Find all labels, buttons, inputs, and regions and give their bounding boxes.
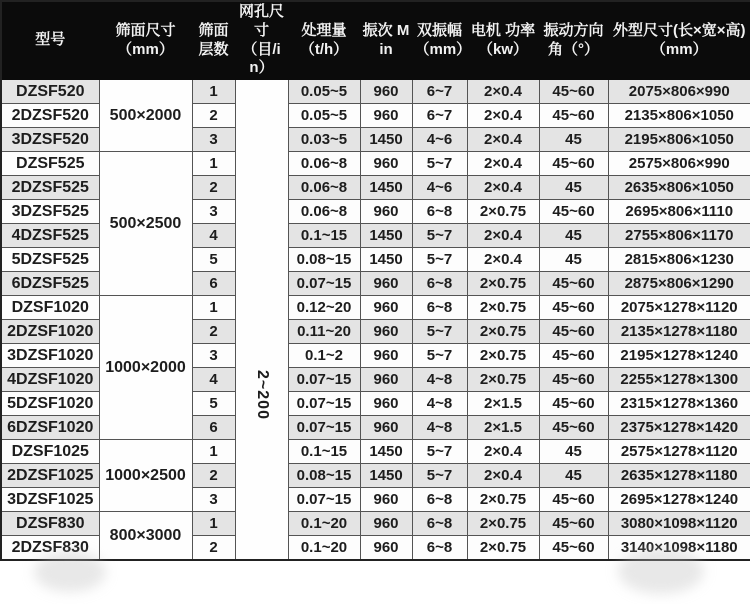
- cell-layers: 1: [192, 80, 235, 104]
- table-row: [1, 440, 750, 464]
- cell-dimensions: 2255×1278×1300: [608, 368, 750, 392]
- header-layers: 筛面层数: [192, 1, 235, 80]
- cell-power: 2×0.75: [467, 296, 539, 320]
- mesh-size-vertical-text: 2~200: [253, 369, 271, 420]
- cell-layers: 1: [192, 512, 235, 536]
- cell-capacity: 0.07~15: [288, 272, 360, 296]
- header-model: 型号: [1, 1, 99, 80]
- cell-angle: 45~60: [539, 104, 608, 128]
- cell-screen-size: 1000×2500: [99, 440, 192, 512]
- cell-angle: 45~60: [539, 200, 608, 224]
- cell-capacity: 0.1~20: [288, 536, 360, 561]
- cell-power: 2×0.75: [467, 368, 539, 392]
- cell-power: 2×1.5: [467, 392, 539, 416]
- cell-angle: 45: [539, 248, 608, 272]
- cell-capacity: 0.03~5: [288, 128, 360, 152]
- cell-amplitude: 6~7: [412, 80, 467, 104]
- cell-angle: 45~60: [539, 152, 608, 176]
- cell-layers: 3: [192, 128, 235, 152]
- cell-model: 2DZSF525: [1, 176, 99, 200]
- cell-dimensions: 2195×806×1050: [608, 128, 750, 152]
- cell-capacity: 0.06~8: [288, 176, 360, 200]
- cell-model: 3DZSF525: [1, 200, 99, 224]
- cell-frequency: 960: [360, 392, 412, 416]
- cell-angle: 45~60: [539, 344, 608, 368]
- cell-frequency: 960: [360, 80, 412, 104]
- cell-layers: 2: [192, 536, 235, 561]
- cell-power: 2×0.4: [467, 440, 539, 464]
- cell-capacity: 0.06~8: [288, 152, 360, 176]
- cell-layers: 4: [192, 368, 235, 392]
- cell-capacity: 0.05~5: [288, 80, 360, 104]
- header-amplitude: 双振幅（mm）: [412, 1, 467, 80]
- cell-model: 3DZSF1020: [1, 344, 99, 368]
- cell-dimensions: 2815×806×1230: [608, 248, 750, 272]
- cell-screen-size: 500×2500: [99, 152, 192, 296]
- cell-capacity: 0.07~15: [288, 392, 360, 416]
- cell-capacity: 0.08~15: [288, 248, 360, 272]
- cell-dimensions: 2315×1278×1360: [608, 392, 750, 416]
- cell-capacity: 0.1~15: [288, 224, 360, 248]
- cell-model: DZSF520: [1, 80, 99, 104]
- cell-layers: 3: [192, 488, 235, 512]
- cell-capacity: 0.07~15: [288, 488, 360, 512]
- cell-layers: 6: [192, 272, 235, 296]
- table-row: [1, 512, 750, 536]
- cell-amplitude: 4~8: [412, 368, 467, 392]
- cell-power: 2×0.75: [467, 536, 539, 561]
- cell-amplitude: 5~7: [412, 344, 467, 368]
- cell-power: 2×0.4: [467, 128, 539, 152]
- cell-angle: 45: [539, 440, 608, 464]
- cell-layers: 3: [192, 200, 235, 224]
- cell-amplitude: 6~8: [412, 296, 467, 320]
- header-frequency: 振次 Min: [360, 1, 412, 80]
- cell-amplitude: 4~6: [412, 128, 467, 152]
- cell-angle: 45~60: [539, 512, 608, 536]
- cell-model: 2DZSF1020: [1, 320, 99, 344]
- cell-capacity: 0.08~15: [288, 464, 360, 488]
- cell-capacity: 0.1~15: [288, 440, 360, 464]
- cell-amplitude: 5~7: [412, 440, 467, 464]
- cell-dimensions: 2755×806×1170: [608, 224, 750, 248]
- cell-amplitude: 6~8: [412, 536, 467, 561]
- header-capacity: 处理量（t/h）: [288, 1, 360, 80]
- cell-dimensions: 2135×806×1050: [608, 104, 750, 128]
- cell-dimensions: 2575×806×990: [608, 152, 750, 176]
- cell-frequency: 960: [360, 272, 412, 296]
- cell-power: 2×0.4: [467, 152, 539, 176]
- cell-power: 2×0.4: [467, 224, 539, 248]
- cell-dimensions: 2195×1278×1240: [608, 344, 750, 368]
- header-screen-size: 筛面尺寸（mm）: [99, 1, 192, 80]
- cell-angle: 45~60: [539, 296, 608, 320]
- cell-angle: 45~60: [539, 80, 608, 104]
- cell-dimensions: 2635×806×1050: [608, 176, 750, 200]
- cell-dimensions: 2375×1278×1420: [608, 416, 750, 440]
- cell-amplitude: 6~7: [412, 104, 467, 128]
- cell-amplitude: 5~7: [412, 248, 467, 272]
- cell-power: 2×0.75: [467, 272, 539, 296]
- cell-power: 2×0.75: [467, 320, 539, 344]
- cell-capacity: 0.12~20: [288, 296, 360, 320]
- cell-angle: 45~60: [539, 320, 608, 344]
- cell-power: 2×0.75: [467, 344, 539, 368]
- header-power: 电机 功率（kw）: [467, 1, 539, 80]
- cell-capacity: 0.07~15: [288, 416, 360, 440]
- cell-frequency: 960: [360, 512, 412, 536]
- cell-frequency: 960: [360, 368, 412, 392]
- header-dimensions: 外型尺寸(长×宽×高)（mm）: [608, 1, 750, 80]
- cell-frequency: 960: [360, 536, 412, 561]
- cell-layers: 1: [192, 440, 235, 464]
- cell-dimensions: 2135×1278×1180: [608, 320, 750, 344]
- header-angle: 振动方向角（°）: [539, 1, 608, 80]
- cell-power: 2×0.75: [467, 488, 539, 512]
- cell-angle: 45~60: [539, 272, 608, 296]
- cell-layers: 3: [192, 344, 235, 368]
- cell-model: 5DZSF1020: [1, 392, 99, 416]
- cell-dimensions: 2635×1278×1180: [608, 464, 750, 488]
- table-row: [1, 80, 750, 104]
- cell-frequency: 960: [360, 296, 412, 320]
- cell-power: 2×0.4: [467, 80, 539, 104]
- cell-model: 4DZSF525: [1, 224, 99, 248]
- cell-model: 2DZSF1025: [1, 464, 99, 488]
- cell-amplitude: 5~7: [412, 464, 467, 488]
- cell-model: 6DZSF1020: [1, 416, 99, 440]
- cell-frequency: 960: [360, 344, 412, 368]
- cell-frequency: 1450: [360, 440, 412, 464]
- cell-model: 5DZSF525: [1, 248, 99, 272]
- cell-power: 2×0.4: [467, 176, 539, 200]
- cell-model: 3DZSF1025: [1, 488, 99, 512]
- cell-screen-size: 800×3000: [99, 512, 192, 561]
- header-row: [1, 1, 750, 80]
- cell-power: 2×0.75: [467, 200, 539, 224]
- cell-power: 2×1.5: [467, 416, 539, 440]
- cell-angle: 45~60: [539, 416, 608, 440]
- cell-angle: 45~60: [539, 368, 608, 392]
- cell-frequency: 960: [360, 200, 412, 224]
- cell-angle: 45~60: [539, 488, 608, 512]
- header-mesh-size: 网孔尺寸（目/in）: [235, 1, 288, 80]
- cell-frequency: 1450: [360, 176, 412, 200]
- cell-angle: 45: [539, 176, 608, 200]
- cell-angle: 45: [539, 128, 608, 152]
- cell-frequency: 1450: [360, 128, 412, 152]
- cell-screen-size: 500×2000: [99, 80, 192, 152]
- cell-amplitude: 6~8: [412, 200, 467, 224]
- cell-capacity: 0.1~2: [288, 344, 360, 368]
- cell-power: 2×0.4: [467, 248, 539, 272]
- cell-frequency: 960: [360, 488, 412, 512]
- cell-angle: 45: [539, 464, 608, 488]
- cell-mesh-size: [235, 80, 288, 561]
- cell-capacity: 0.11~20: [288, 320, 360, 344]
- cell-layers: 1: [192, 296, 235, 320]
- cell-capacity: 0.1~20: [288, 512, 360, 536]
- cell-model: 4DZSF1020: [1, 368, 99, 392]
- cell-dimensions: 2875×806×1290: [608, 272, 750, 296]
- cell-layers: 1: [192, 152, 235, 176]
- cell-frequency: 960: [360, 152, 412, 176]
- cell-dimensions: 3140×1098×1180: [608, 536, 750, 561]
- cell-dimensions: 3080×1098×1120: [608, 512, 750, 536]
- cell-amplitude: 5~7: [412, 320, 467, 344]
- cell-layers: 2: [192, 176, 235, 200]
- cell-frequency: 960: [360, 104, 412, 128]
- cell-layers: 2: [192, 464, 235, 488]
- cell-capacity: 0.06~8: [288, 200, 360, 224]
- cell-model: 2DZSF520: [1, 104, 99, 128]
- table-body: [1, 80, 750, 561]
- cell-layers: 2: [192, 320, 235, 344]
- cell-model: DZSF1025: [1, 440, 99, 464]
- cell-angle: 45~60: [539, 536, 608, 561]
- cell-model: DZSF525: [1, 152, 99, 176]
- cell-capacity: 0.07~15: [288, 368, 360, 392]
- cell-model: DZSF1020: [1, 296, 99, 320]
- cell-model: 6DZSF525: [1, 272, 99, 296]
- table-row: [1, 296, 750, 320]
- cell-angle: 45~60: [539, 392, 608, 416]
- cell-frequency: 960: [360, 320, 412, 344]
- cell-dimensions: 2075×1278×1120: [608, 296, 750, 320]
- cell-amplitude: 6~8: [412, 512, 467, 536]
- cell-layers: 5: [192, 248, 235, 272]
- cell-angle: 45: [539, 224, 608, 248]
- table-row: [1, 152, 750, 176]
- cell-power: 2×0.4: [467, 464, 539, 488]
- cell-amplitude: 4~6: [412, 176, 467, 200]
- cell-dimensions: 2075×806×990: [608, 80, 750, 104]
- cell-frequency: 960: [360, 416, 412, 440]
- cell-dimensions: 2695×806×1110: [608, 200, 750, 224]
- cell-power: 2×0.75: [467, 512, 539, 536]
- cell-layers: 4: [192, 224, 235, 248]
- cell-layers: 6: [192, 416, 235, 440]
- cell-amplitude: 6~8: [412, 272, 467, 296]
- cell-layers: 2: [192, 104, 235, 128]
- cell-model: 3DZSF520: [1, 128, 99, 152]
- cell-amplitude: 4~8: [412, 392, 467, 416]
- cell-amplitude: 5~7: [412, 224, 467, 248]
- cell-model: 2DZSF830: [1, 536, 99, 561]
- cell-model: DZSF830: [1, 512, 99, 536]
- cell-dimensions: 2695×1278×1240: [608, 488, 750, 512]
- cell-screen-size: 1000×2000: [99, 296, 192, 440]
- cell-frequency: 1450: [360, 464, 412, 488]
- cell-amplitude: 4~8: [412, 416, 467, 440]
- cell-amplitude: 5~7: [412, 152, 467, 176]
- cell-dimensions: 2575×1278×1120: [608, 440, 750, 464]
- cell-amplitude: 6~8: [412, 488, 467, 512]
- cell-power: 2×0.4: [467, 104, 539, 128]
- cell-capacity: 0.05~5: [288, 104, 360, 128]
- cell-frequency: 1450: [360, 224, 412, 248]
- cell-frequency: 1450: [360, 248, 412, 272]
- cell-layers: 5: [192, 392, 235, 416]
